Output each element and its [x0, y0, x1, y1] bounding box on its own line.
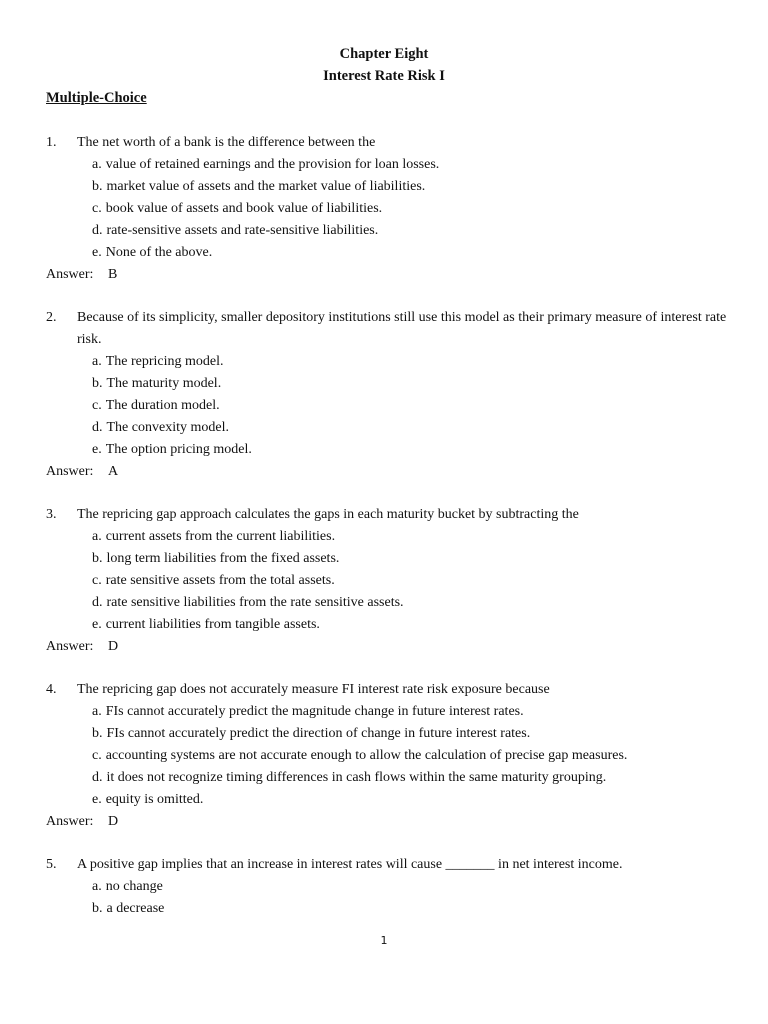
question-number: 1.	[46, 135, 57, 150]
option-a: a. FIs cannot accurately predict the magnitude change in future interest rates.	[92, 704, 524, 719]
question-text: The repricing gap approach calculates the gaps in each maturity bucket by subtracting the	[77, 507, 579, 522]
answer-label: Answer:	[46, 639, 94, 654]
option-list	[46, 876, 736, 920]
question-5	[46, 854, 736, 920]
question-stem	[46, 854, 736, 876]
option-b: b. a decrease	[92, 901, 165, 916]
answer-value: A	[108, 464, 119, 479]
option-a: a. current assets from the current liabilities.	[92, 529, 336, 544]
answer-value: D	[108, 814, 119, 829]
question-stem	[46, 679, 736, 701]
answer-value: D	[108, 639, 119, 654]
answer-label: Answer:	[46, 267, 94, 282]
chapter-title: Interest Rate Risk I	[323, 68, 445, 84]
question-text: A positive gap implies that an increase in interest rates will cause _______ in net interest income.	[77, 857, 623, 872]
question-text: The net worth of a bank is the difference between the	[77, 135, 376, 150]
question-number: 4.	[46, 682, 57, 697]
answer-label: Answer:	[46, 464, 94, 479]
option-c: c. The duration model.	[92, 398, 220, 413]
option-list	[46, 154, 736, 264]
option-b: b. FIs cannot accurately predict the direction of change in future interest rates.	[92, 726, 531, 741]
question-3	[46, 504, 736, 658]
option-b: b. market value of assets and the market value of liabilities.	[92, 179, 426, 194]
page-number: 1	[380, 934, 388, 947]
question-number: 5.	[46, 857, 57, 872]
option-list	[46, 701, 736, 811]
question-number: 3.	[46, 507, 57, 522]
question-stem	[46, 132, 736, 154]
chapter-heading: Chapter Eight	[339, 46, 429, 62]
option-c: c. rate sensitive assets from the total assets.	[92, 573, 335, 588]
option-d: d. it does not recognize timing differences in cash flows within the same maturity grouping.	[92, 770, 607, 785]
option-list	[46, 526, 736, 636]
option-c: c. book value of assets and book value of liabilities.	[92, 201, 383, 216]
option-e: e. The option pricing model.	[92, 442, 252, 457]
answer-label: Answer:	[46, 814, 94, 829]
answer-line	[46, 264, 736, 286]
option-d: d. rate sensitive liabilities from the rate sensitive assets.	[92, 595, 404, 610]
option-a: a. no change	[92, 879, 163, 894]
option-e: e. equity is omitted.	[92, 792, 204, 807]
option-d: d. The convexity model.	[92, 420, 229, 435]
answer-line	[46, 636, 736, 658]
question-2	[46, 307, 736, 483]
option-e: e. current liabilities from tangible assets.	[92, 617, 320, 632]
question-stem	[46, 307, 736, 351]
option-a: a. The repricing model.	[92, 354, 224, 369]
answer-value: B	[108, 267, 118, 282]
question-number: 2.	[46, 310, 57, 325]
answer-line	[46, 811, 736, 833]
answer-line	[46, 461, 736, 483]
option-c: c. accounting systems are not accurate enough to allow the calculation of precise gap measures.	[92, 748, 628, 763]
option-a: a. value of retained earnings and the provision for loan losses.	[92, 157, 440, 172]
question-4	[46, 679, 736, 833]
option-d: d. rate-sensitive assets and rate-sensitive liabilities.	[92, 223, 379, 238]
option-e: e. None of the above.	[92, 245, 213, 260]
option-b: b. The maturity model.	[92, 376, 222, 391]
question-text: The repricing gap does not accurately measure FI interest rate risk exposure because	[77, 682, 550, 697]
question-text: Because of its simplicity, smaller depository institutions still use this model as their primary measure of interest rate risk.	[77, 310, 727, 347]
question-1	[46, 132, 736, 286]
question-stem	[46, 504, 736, 526]
section-heading: Multiple-Choice	[46, 90, 147, 106]
option-list	[46, 351, 736, 461]
option-b: b. long term liabilities from the fixed assets.	[92, 551, 340, 566]
